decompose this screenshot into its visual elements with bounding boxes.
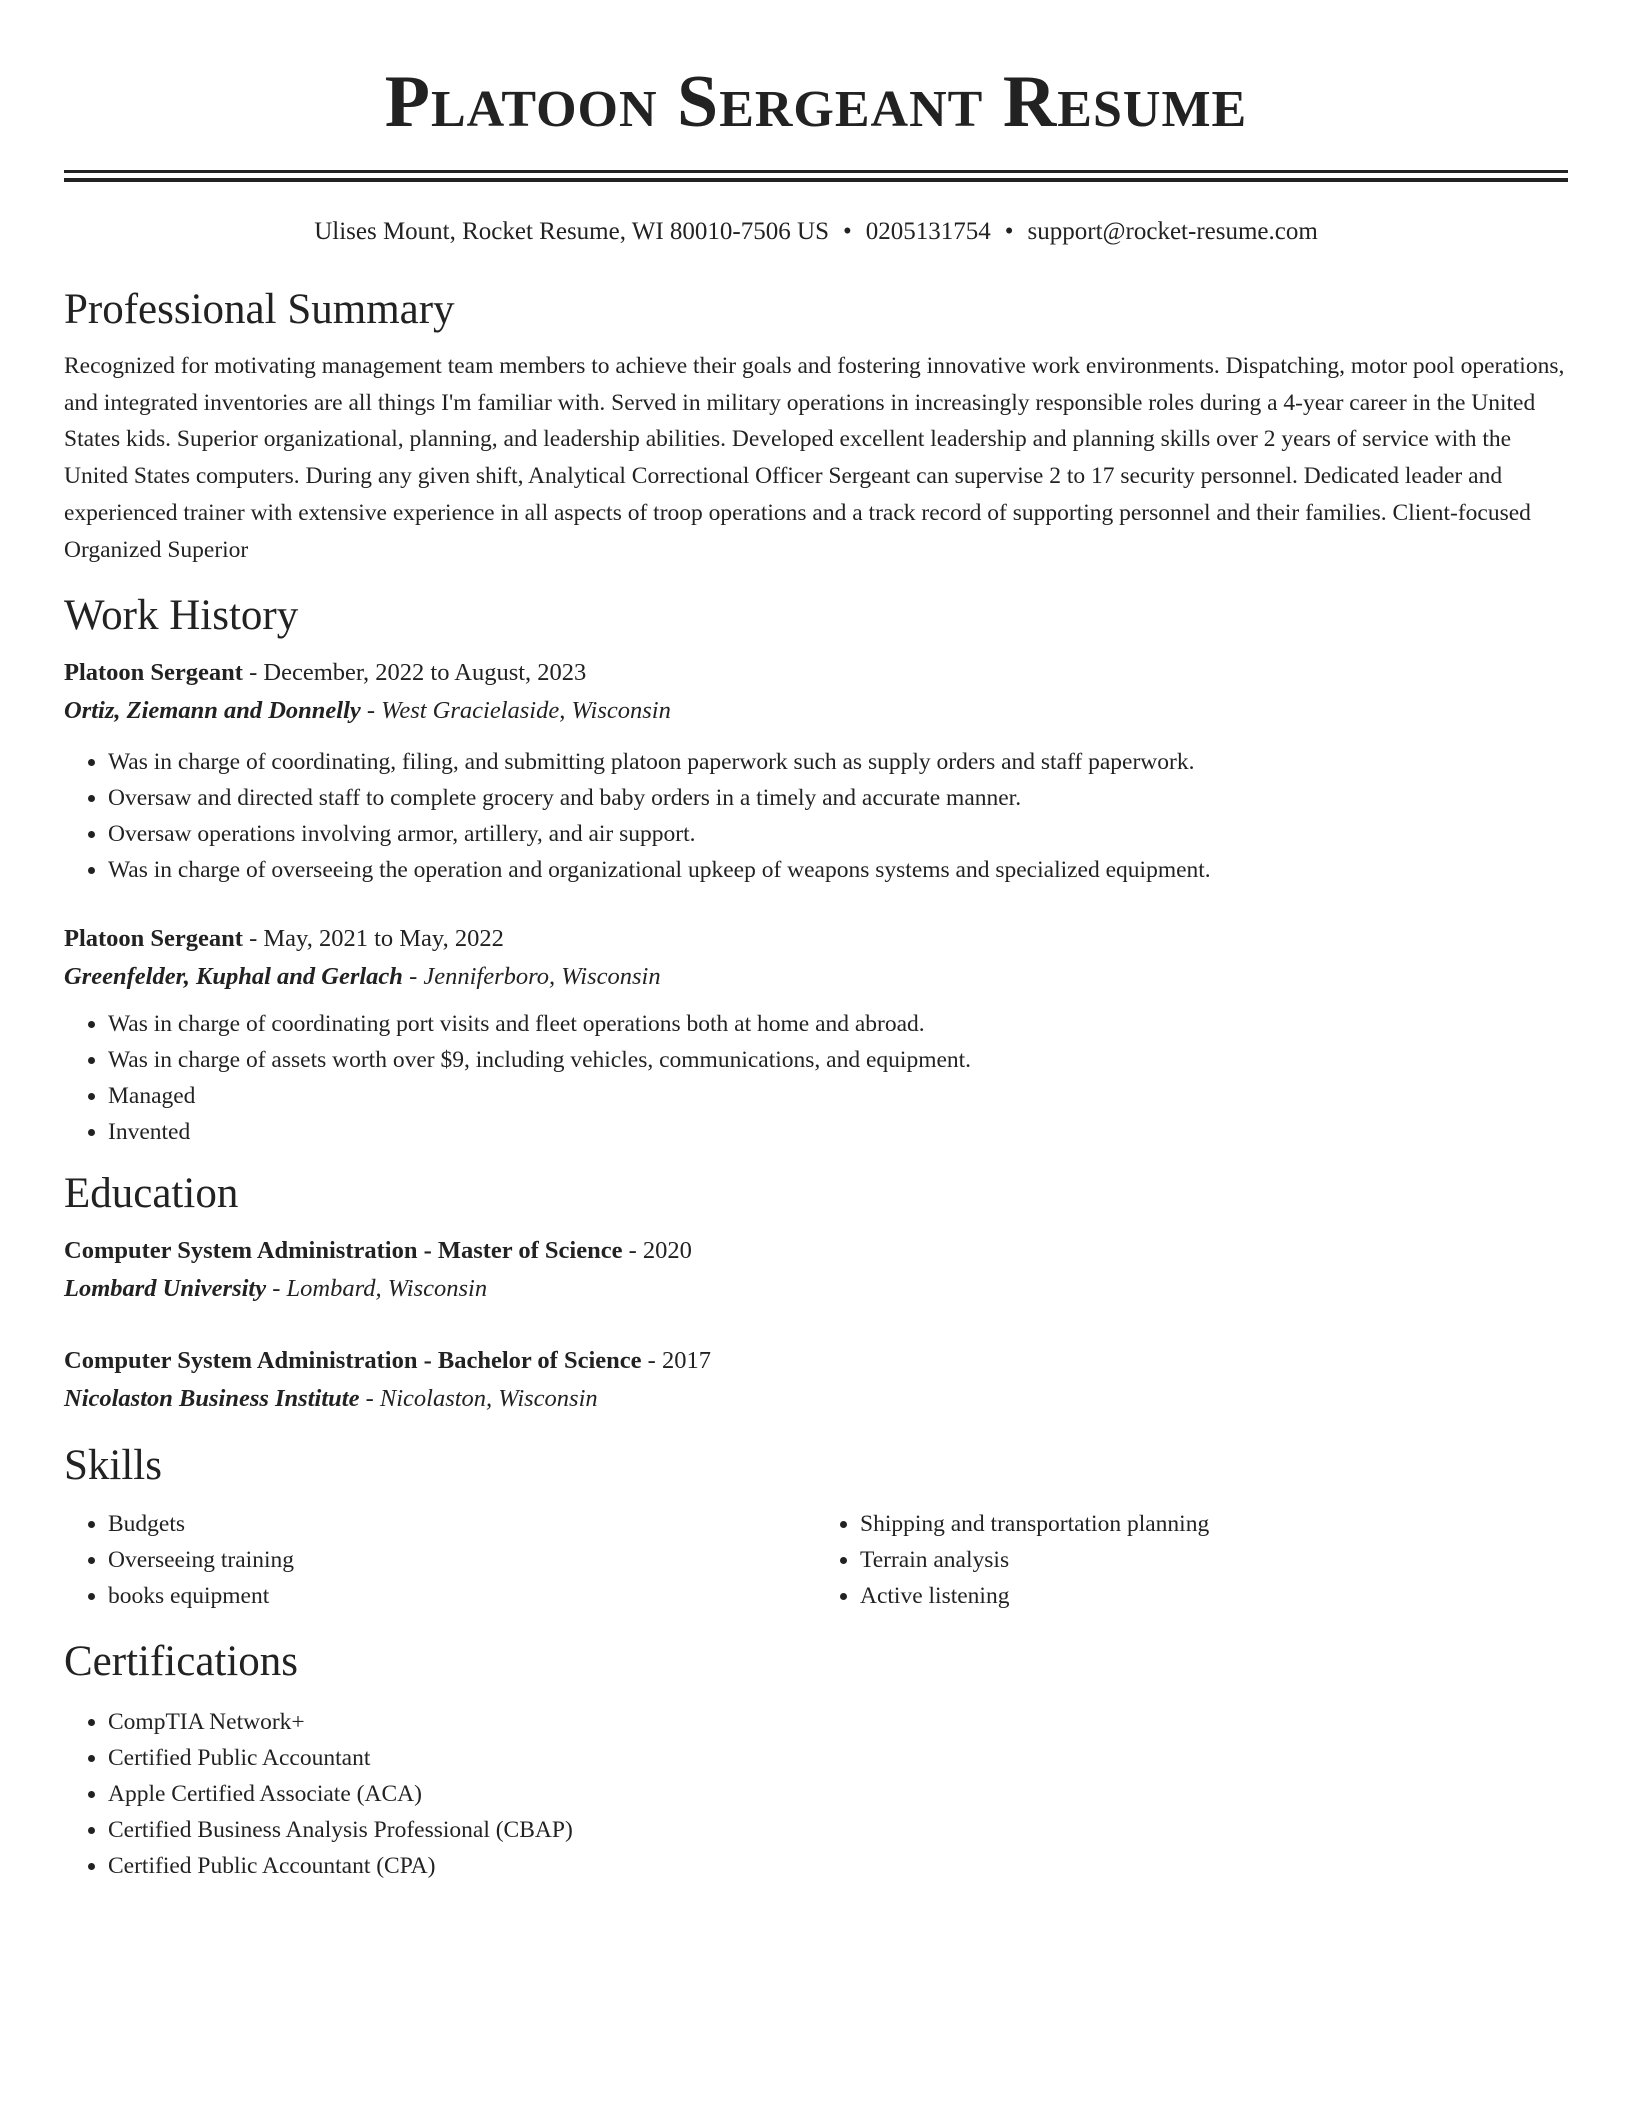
title-divider-top — [64, 170, 1568, 173]
contact-separator: • — [842, 218, 852, 245]
list-item: • Terrain analysis — [860, 1542, 1568, 1578]
certifications-list — [64, 1704, 1568, 1884]
education-heading: Education — [64, 1170, 239, 1218]
skills-list-right — [816, 1506, 1568, 1614]
list-item: • Active listening — [860, 1578, 1568, 1614]
job-duties-list — [64, 1006, 1568, 1150]
list-item: • Overseeing training — [108, 1542, 816, 1578]
list-item: • CompTIA Network+ — [108, 1704, 1568, 1740]
list-item: • Was in charge of coordinating port visits and fleet operations both at home and abroad. — [108, 1006, 1568, 1042]
job-company-line — [64, 958, 1568, 996]
education-year: - 2020 — [622, 1237, 692, 1265]
education-entry — [64, 1232, 1568, 1308]
list-item: • Managed — [108, 1078, 1568, 1114]
list-item: • Shipping and transportation planning — [860, 1506, 1568, 1542]
list-item: • Oversaw operations involving armor, artillery, and air support. — [108, 816, 1568, 852]
list-item: • Oversaw and directed staff to complete grocery and baby orders in a timely and accurate manner. — [108, 780, 1568, 816]
job-title-line — [64, 654, 1568, 692]
education-year: - 2017 — [641, 1347, 711, 1375]
job-location: - West Gracielaside, Wisconsin — [360, 697, 671, 725]
education-degree: Computer System Administration - Master of Science — [64, 1237, 623, 1265]
job-duties-list — [64, 744, 1568, 888]
education-location: - Nicolaston, Wisconsin — [359, 1385, 598, 1413]
education-location: - Lombard, Wisconsin — [266, 1275, 488, 1303]
job-dates: - May, 2021 to May, 2022 — [242, 925, 504, 953]
education-degree-line — [64, 1342, 1568, 1380]
title-divider-bottom — [64, 178, 1568, 182]
job-entry — [64, 654, 1568, 888]
page-title: Platoon Sergeant Resume — [384, 61, 1248, 143]
job-title: Platoon Sergeant — [64, 659, 243, 687]
list-item: • Invented — [108, 1114, 1568, 1150]
skills-heading: Skills — [64, 1442, 162, 1490]
list-item: • Certified Public Accountant (CPA) — [108, 1848, 1568, 1884]
education-degree: Computer System Administration - Bachelor of Science — [64, 1347, 642, 1375]
education-entry — [64, 1342, 1568, 1418]
list-item: • Was in charge of overseeing the operation and organizational upkeep of weapons systems and specialized equipment. — [108, 852, 1568, 888]
job-title-line — [64, 920, 1568, 958]
job-dates: - December, 2022 to August, 2023 — [242, 659, 587, 687]
list-item: • Certified Public Accountant — [108, 1740, 1568, 1776]
list-item: • Was in charge of assets worth over $9, including vehicles, communications, and equipment. — [108, 1042, 1568, 1078]
education-school: Nicolaston Business Institute — [64, 1385, 360, 1413]
skills-list-left — [64, 1506, 816, 1614]
contact-line — [64, 216, 1568, 248]
list-item: • books equipment — [108, 1578, 816, 1614]
job-company: Ortiz, Ziemann and Donnelly — [64, 697, 361, 725]
summary-heading: Professional Summary — [64, 286, 455, 333]
contact-address: Ulises Mount, Rocket Resume, WI 80010-7506 US — [314, 218, 829, 245]
job-title: Platoon Sergeant — [64, 925, 243, 953]
list-item: • Certified Business Analysis Professional (CBAP) — [108, 1812, 1568, 1848]
education-school-line — [64, 1270, 1568, 1308]
job-company: Greenfelder, Kuphal and Gerlach — [64, 963, 403, 991]
skills-columns — [64, 1506, 1568, 1614]
list-item: • Apple Certified Associate (ACA) — [108, 1776, 1568, 1812]
list-item: • Was in charge of coordinating, filing, and submitting platoon paperwork such as supply orders and staff paperwork. — [108, 744, 1568, 780]
education-school: Lombard University — [64, 1275, 267, 1303]
job-location: - Jenniferboro, Wisconsin — [402, 963, 661, 991]
education-school-line — [64, 1380, 1568, 1418]
contact-phone: 0205131754 — [865, 218, 991, 245]
list-item: • Budgets — [108, 1506, 816, 1542]
work-history-heading: Work History — [64, 592, 299, 640]
job-company-line — [64, 692, 1568, 730]
certifications-heading: Certifications — [64, 1638, 299, 1686]
contact-email: support@rocket-resume.com — [1027, 218, 1318, 245]
contact-separator: • — [1004, 218, 1014, 245]
summary-text: Recognized for motivating management team members to achieve their goals and fostering innovative work environments. Dispatching, motor pool operations, and integrated inventories are all things I'm familiar with. Served in military operations in increasingly responsible roles during a 4-year career in the United States kids. Superior organizational, planning, and leadership abilities. Developed excellent leadership and planning skills over 2 years of service with the United States computers. During any given shift, Analytical Correctional Officer Sergeant can supervise 2 to 17 security personnel. Dedicated leader and experienced trainer with extensive experience in all aspects of troop operations and a track record of supporting personnel and their families. Client-focused Organized Superior — [64, 353, 1565, 563]
job-entry — [64, 920, 1568, 1150]
education-degree-line — [64, 1232, 1568, 1270]
